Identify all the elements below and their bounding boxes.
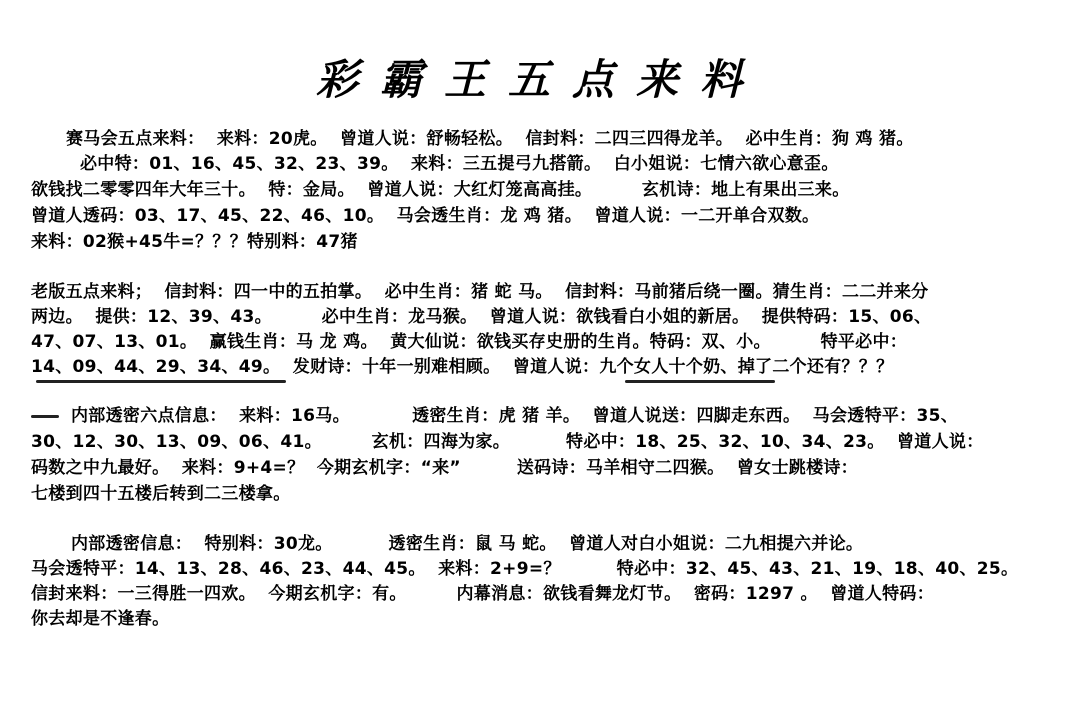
scribble-mark (36, 380, 286, 383)
section-1-line-3: 欲钱找二零零四年大年三十。 特：金局。 曾道人说：大红灯笼高高挂。 玄机诗：地上有果出三来。 (31, 180, 850, 200)
section-3-line-1: 内部透密六点信息： 来料：16马。 透密生肖：虎 猪 羊。 曾道人说送：四脚走东西。 马会透特平：35、 (71, 406, 959, 426)
scribble-mark (31, 415, 59, 418)
scribble-mark (625, 380, 775, 383)
section-4-line-3: 信封来料：一三得胜一四欢。 今期玄机字：有。 内幕消息：欲钱看舞龙灯节。 密码：1297 。 曾道人特码： (31, 584, 934, 604)
section-1-line-1: 赛马会五点来料： 来料：20虎。 曾道人说：舒畅轻松。 信封料：二四三四得龙羊。 必中生肖：狗 鸡 猪。 (66, 129, 914, 149)
section-2-line-3: 47、07、13、01。 赢钱生肖：马 龙 鸡。 黄大仙说：欲钱买存史册的生肖。特码：双、小。 特平必中： (31, 332, 908, 352)
section-1-line-5: 来料：02猴+45牛=？？？特别料：47猪 (31, 232, 358, 252)
section-1-line-4: 曾道人透码：03、17、45、22、46、10。 马会透生肖：龙 鸡 猪。 曾道人说：一二开单合双数。 (31, 206, 820, 226)
section-1-line-2: 必中特：01、16、45、32、23、39。 来料：三五提弓九搭箭。 白小姐说：七情六欲心意歪。 (80, 154, 839, 174)
section-3-line-4: 七楼到四十五楼后转到二三楼拿。 (31, 484, 291, 504)
section-2-line-2: 两边。 提供：12、39、43。 必中生肖：龙马猴。 曾道人说：欲钱看白小姐的新居。 提供特码：15、06、 (31, 307, 932, 327)
section-3-line-2: 30、12、30、13、09、06、41。 玄机：四海为家。 特必中：18、25、32、10、34、23。 曾道人说： (31, 432, 984, 452)
section-4-line-4: 你去却是不逢春。 (31, 609, 170, 629)
section-4-line-1: 内部透密信息： 特别料：30龙。 透密生肖：鼠 马 蛇。 曾道人对白小姐说：二九相提六并论。 (71, 534, 864, 554)
section-4-line-2: 马会透特平：14、13、28、46、23、44、45。 来料：2+9=？ 特必中：32、45、43、21、19、18、40、25。 (31, 559, 1019, 579)
section-3-line-3: 码数之中九最好。 来料：9+4=？ 今期玄机字：“来” 送码诗：马羊相守二四猴。 曾女士跳楼诗： (31, 458, 858, 478)
section-2-line-4: 14、09、44、29、34、49。 发财诗：十年一别难相顾。 曾道人说：九个女人十个奶、掉了二个还有？？？ (31, 357, 894, 377)
document-title: 彩霸王五点来料 (315, 55, 764, 104)
section-2-line-1: 老版五点来料； 信封料：四一中的五拍掌。 必中生肖：猪 蛇 马。 信封料：马前猪后绕一圈。猜生肖：二二并来分 (31, 282, 929, 302)
